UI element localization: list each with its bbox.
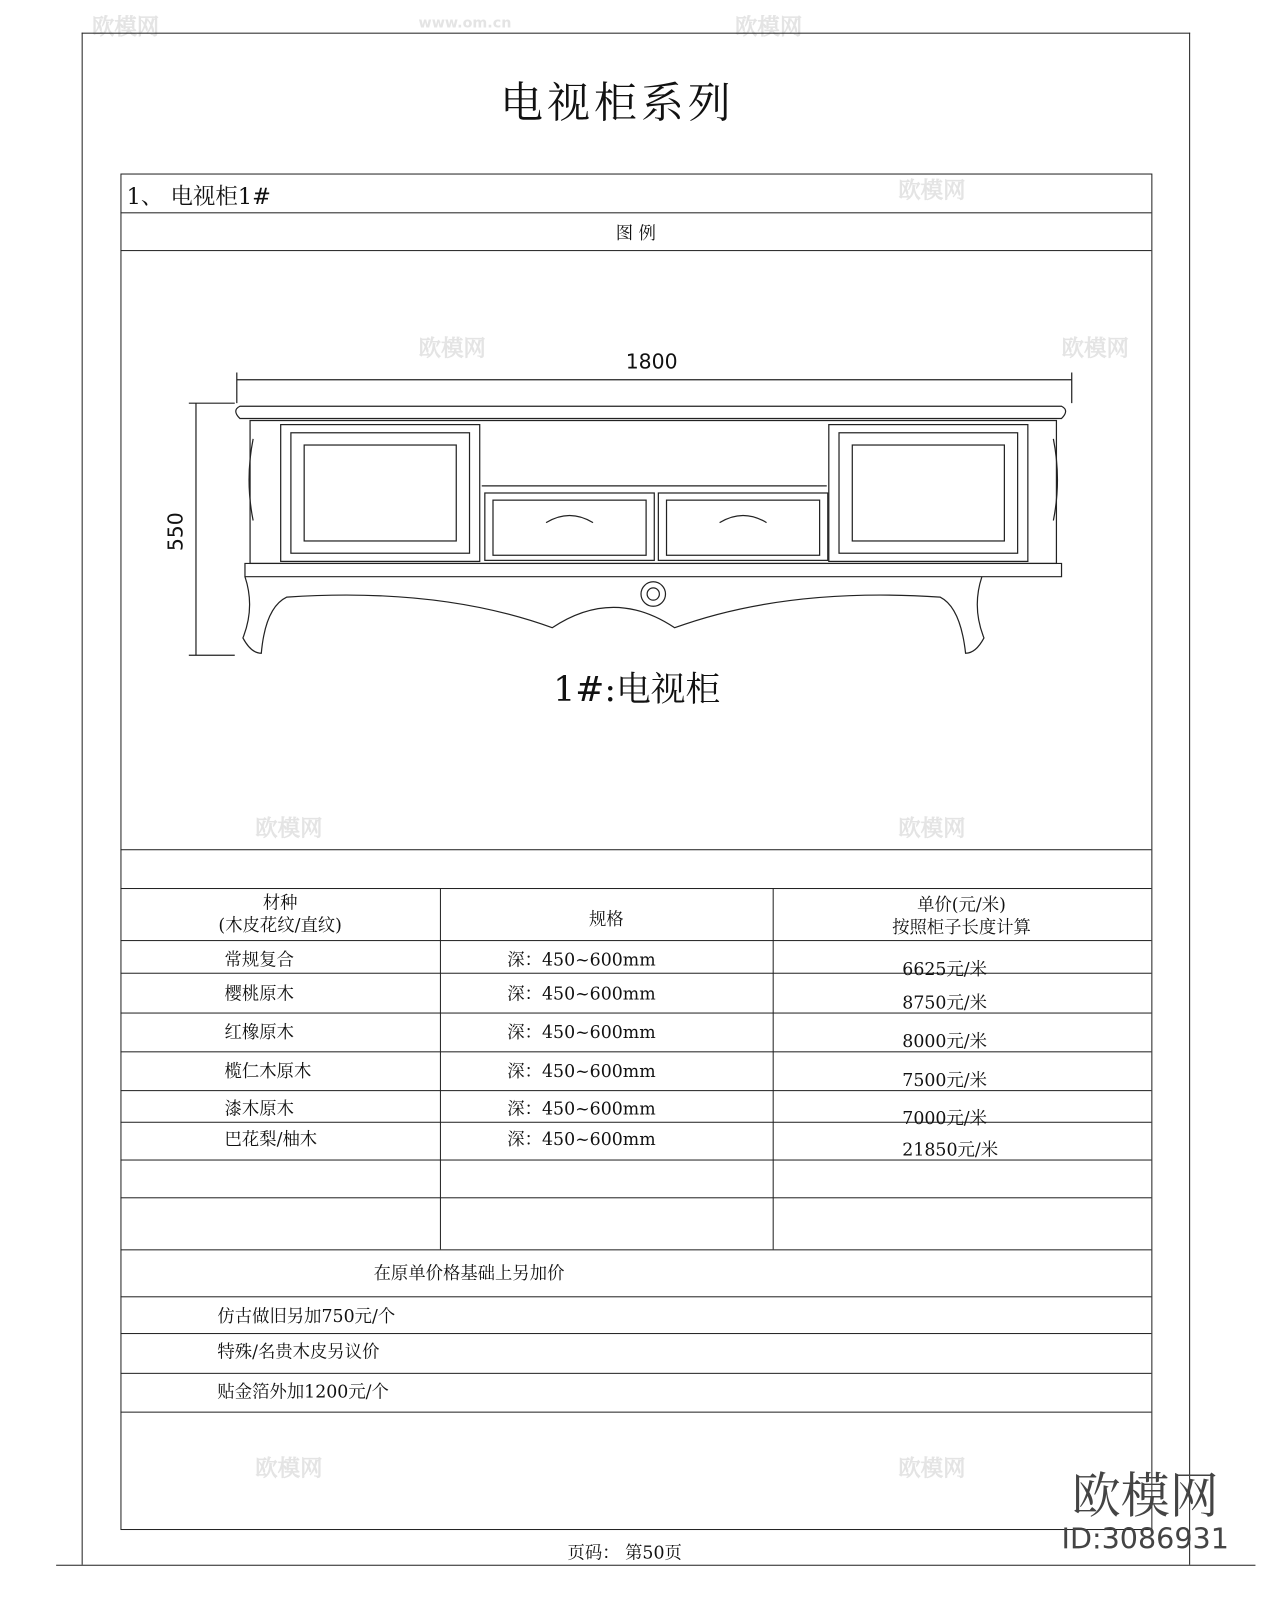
watermark: 欧模网 (418, 336, 486, 363)
height-dimension-line (189, 403, 235, 655)
header-material: 材种 (木皮花纹/直纹) (218, 893, 342, 936)
watermark: 欧模网 (255, 1456, 323, 1483)
spec-cell: 深：450~600mm (507, 983, 656, 1005)
spec-cell: 深：450~600mm (507, 1022, 656, 1044)
watermark: 欧模网 (255, 816, 323, 843)
price-cell: 7500元/米 (902, 1070, 988, 1092)
corner-watermark (1061, 1467, 1229, 1556)
spec-cell: 深：450~600mm (507, 1099, 656, 1120)
watermark: 欧模网 (734, 15, 803, 41)
drawing-caption: 1#:电视柜 (553, 669, 721, 711)
watermark: www.om.cn (418, 15, 512, 32)
watermark-brand: 欧模网 (1071, 1467, 1219, 1525)
drawer-handle (546, 515, 593, 522)
watermark-id: ID:3086931 (1061, 1521, 1229, 1556)
surcharge-item: 特殊/名贵木皮另议价 (217, 1342, 380, 1363)
header-price: 单价(元/米) 按照柜子长度计算 (892, 895, 1031, 939)
drawer-handle (720, 515, 767, 522)
spec-cell: 深：450~600mm (507, 1129, 656, 1151)
cabinet-body (250, 421, 1056, 564)
width-dimension: 1800 (625, 349, 678, 374)
material-cell: 红橡原木 (224, 1022, 294, 1044)
watermark: 欧模网 (91, 15, 160, 41)
material-cell: 樱桃原木 (224, 983, 294, 1005)
surcharge-title: 在原单价格基础上另加价 (373, 1263, 565, 1285)
width-dimension-line (237, 373, 1072, 404)
material-cell: 常规复合 (224, 950, 294, 971)
material-cell: 巴花梨/柚木 (224, 1129, 318, 1151)
spec-cell: 深：450~600mm (507, 950, 656, 971)
spec-cell: 深：450~600mm (507, 1061, 656, 1082)
cabinet-top (236, 406, 1066, 418)
watermark: 欧模网 (898, 1456, 966, 1483)
watermark: 欧模网 (898, 178, 966, 205)
page-number: 页码： 第50页 (567, 1543, 682, 1564)
price-cell: 7000元/米 (902, 1108, 988, 1129)
watermark: 欧模网 (898, 816, 966, 843)
page-title: 电视柜系列 (500, 77, 735, 128)
material-cell: 榄仁木原木 (224, 1061, 312, 1082)
bottom-rule (56, 1565, 1255, 1566)
section-title: 1、 电视柜1# (126, 184, 271, 211)
tv-cabinet-drawing (163, 347, 1082, 674)
price-cell: 8000元/米 (902, 1031, 988, 1053)
surcharge-item: 仿古做旧另加750元/个 (217, 1306, 396, 1327)
height-dimension: 550 (163, 512, 188, 552)
carved-apron-legs (243, 577, 984, 654)
material-cell: 漆木原木 (224, 1099, 294, 1120)
watermark: 欧模网 (1061, 336, 1129, 363)
price-cell: 6625元/米 (902, 959, 988, 980)
header-spec: 规格 (588, 909, 624, 930)
legend-label: 图 例 (615, 223, 657, 244)
price-cell: 8750元/米 (902, 993, 988, 1014)
surcharge-item: 贴金箔外加1200元/个 (217, 1382, 389, 1403)
price-cell: 21850元/米 (902, 1140, 999, 1161)
